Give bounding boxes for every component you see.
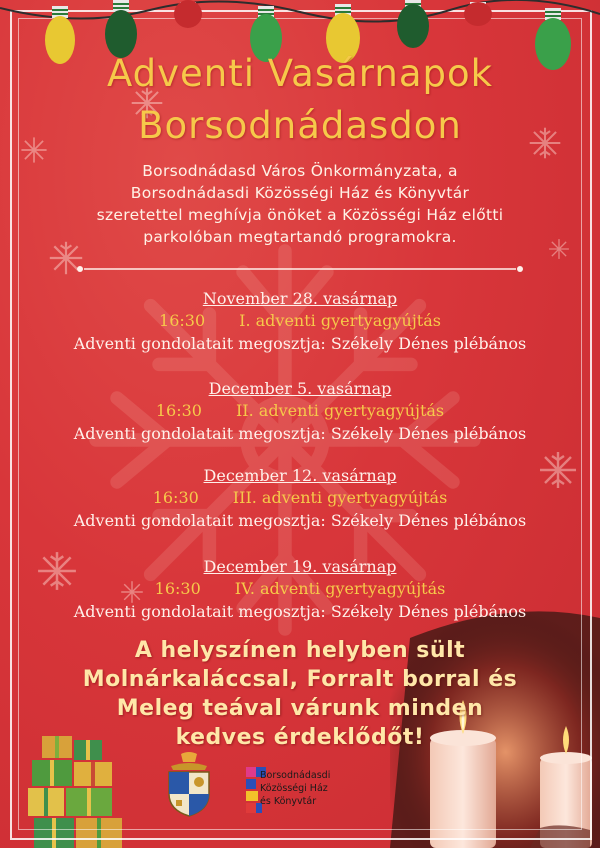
event-speaker: Adventi gondolatait megosztja: Székely Dénes plébános <box>73 424 527 443</box>
event-date: November 28. vasárnap <box>202 289 398 308</box>
event-program: I. adventi gyertyagyújtás <box>239 311 441 330</box>
event-time: 16:30 <box>155 401 202 420</box>
event-time: 16:30 <box>159 311 206 330</box>
closing-message <box>0 636 600 752</box>
event-block <box>0 378 600 446</box>
event-block <box>0 465 600 533</box>
event-time: 16:30 <box>154 579 201 598</box>
title-line-1: Adventi Vasárnapok <box>106 52 494 95</box>
event-speaker: Adventi gondolatait megosztja: Székely Dénes plébános <box>73 602 527 621</box>
closing-line: Molnárkaláccsal, Forralt borral és <box>82 667 518 692</box>
closing-line: Meleg teával várunk minden <box>116 696 484 721</box>
town-crest-icon <box>163 752 215 818</box>
logo-line: Borsodnádasdi <box>260 770 331 781</box>
event-date: December 19. vasárnap <box>203 557 397 576</box>
event-block <box>0 288 600 356</box>
event-program: II. adventi gyertyagyújtás <box>235 401 445 420</box>
event-time: 16:30 <box>152 488 199 507</box>
intro-line: szeretettel meghívja önöket a Közösségi Ház előtti <box>96 206 504 224</box>
event-program-line <box>0 400 600 422</box>
intro-line: Borsodnádasdi Közösségi Ház és Könyvtár <box>130 184 470 202</box>
event-speaker: Adventi gondolatait megosztja: Székely Dénes plébános <box>73 511 527 530</box>
event-program-line <box>0 310 600 332</box>
closing-line: kedves érdeklődőt! <box>175 725 425 750</box>
intro-text <box>60 160 540 248</box>
title-line-2: Borsodnádasdon <box>138 104 462 147</box>
event-program: IV. adventi gyertyagyújtás <box>234 579 446 598</box>
logo-line: és Könyvtár <box>260 796 317 807</box>
closing-line: A helyszínen helyben sült <box>134 638 466 663</box>
event-date: December 5. vasárnap <box>208 379 392 398</box>
intro-line: Borsodnádasd Város Önkormányzata, a <box>142 162 458 180</box>
event-date: December 12. vasárnap <box>203 466 397 485</box>
intro-line: parkolóban megtartandó programokra. <box>143 228 457 246</box>
kozossegi-haz-logo <box>246 765 366 821</box>
event-speaker: Adventi gondolatait megosztja: Székely Dénes plébános <box>73 334 527 353</box>
divider <box>0 264 600 274</box>
event-block <box>0 556 600 624</box>
event-program-line <box>0 487 600 509</box>
event-program: III. adventi gyertyagyújtás <box>232 488 448 507</box>
logo-line: Közösségi Ház <box>260 783 328 794</box>
logo-text <box>260 769 330 808</box>
event-program-line <box>0 578 600 600</box>
